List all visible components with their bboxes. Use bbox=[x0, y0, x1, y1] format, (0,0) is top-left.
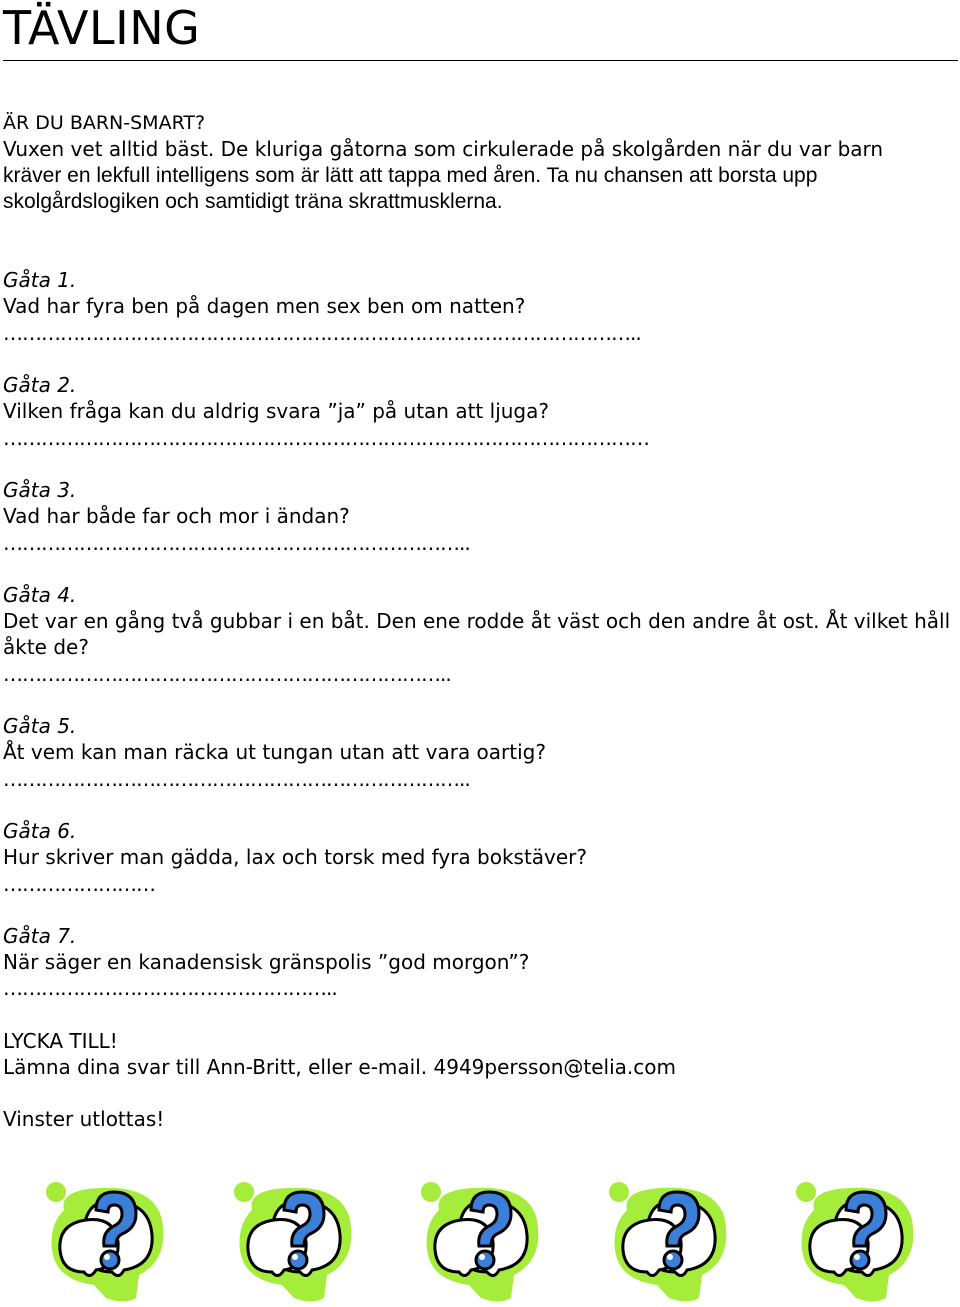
intro-line-1: Vuxen vet alltid bäst. De kluriga gåtorna som cirkulerade på skolgården när du var barn bbox=[3, 137, 884, 162]
title-divider bbox=[3, 60, 958, 61]
riddle-3 bbox=[3, 477, 953, 556]
riddle-label: Gåta 7. bbox=[3, 923, 77, 948]
riddle-question: Vad har både far och mor i ändan? bbox=[3, 504, 350, 529]
riddle-label: Gåta 5. bbox=[3, 714, 77, 739]
question-bubble-icon bbox=[232, 1180, 357, 1305]
riddle-4 bbox=[3, 582, 953, 687]
question-bubble-icon bbox=[794, 1180, 919, 1305]
closing bbox=[3, 1028, 953, 1133]
question-bubble-icon bbox=[419, 1180, 544, 1305]
riddle-question: Det var en gång två gubbar i en båt. Den ene rodde åt väst och den andre åt ost. Åt vilket håll åkte de? bbox=[3, 609, 951, 660]
intro bbox=[3, 110, 953, 215]
answer-line[interactable]: …………………………………………….. bbox=[3, 976, 337, 1001]
answer-line[interactable]: ……………………………………………………………….. bbox=[3, 530, 470, 555]
riddle-label: Gåta 3. bbox=[3, 477, 77, 502]
riddle-2 bbox=[3, 372, 953, 451]
icon-row bbox=[44, 1180, 924, 1305]
riddle-list bbox=[3, 267, 953, 1002]
answer-line[interactable]: …………………… bbox=[3, 871, 155, 896]
riddle-label: Gåta 4. bbox=[3, 582, 77, 607]
riddle-1 bbox=[3, 267, 953, 346]
document-body bbox=[3, 110, 953, 1133]
answer-line[interactable]: ……………………………………………………………….. bbox=[3, 766, 470, 791]
intro-line-2: kräver en lekfull intelligens som är lätt att tappa med åren. Ta nu chansen att borsta upp bbox=[3, 163, 818, 187]
riddle-label: Gåta 6. bbox=[3, 818, 77, 843]
good-luck: LYCKA TILL! bbox=[3, 1028, 118, 1053]
riddle-question: När säger en kanadensisk gränspolis ”god morgon”? bbox=[3, 950, 530, 975]
intro-heading: ÄR DU BARN-SMART? bbox=[3, 112, 206, 134]
riddle-question: Vilken fråga kan du aldrig svara ”ja” på utan att ljuga? bbox=[3, 399, 549, 424]
riddle-question: Vad har fyra ben på dagen men sex ben om natten? bbox=[3, 294, 526, 319]
riddle-5 bbox=[3, 713, 953, 792]
riddle-6 bbox=[3, 818, 953, 897]
question-bubble-icon bbox=[44, 1180, 169, 1305]
page-title: TÄVLING bbox=[3, 1, 201, 55]
riddle-label: Gåta 1. bbox=[3, 268, 77, 293]
riddle-question: Åt vem kan man räcka ut tungan utan att vara oartig? bbox=[3, 740, 546, 765]
question-bubble-icon bbox=[607, 1180, 732, 1305]
answer-line[interactable]: ……………………………………………………………………………………….. bbox=[3, 320, 641, 345]
answer-line[interactable]: …………………………………………………………….. bbox=[3, 661, 451, 686]
answer-line[interactable]: ………………………………………………………………………………………… bbox=[3, 425, 649, 450]
riddle-7 bbox=[3, 923, 953, 1002]
riddle-label: Gåta 2. bbox=[3, 373, 77, 398]
prizes-note: Vinster utlottas! bbox=[3, 1107, 165, 1132]
intro-line-3: skolgårdslogiken och samtidigt träna skrattmusklerna. bbox=[3, 189, 503, 213]
submit-instructions: Lämna dina svar till Ann-Britt, eller e-mail. 4949persson@telia.com bbox=[3, 1055, 676, 1080]
riddle-question: Hur skriver man gädda, lax och torsk med fyra bokstäver? bbox=[3, 845, 588, 870]
